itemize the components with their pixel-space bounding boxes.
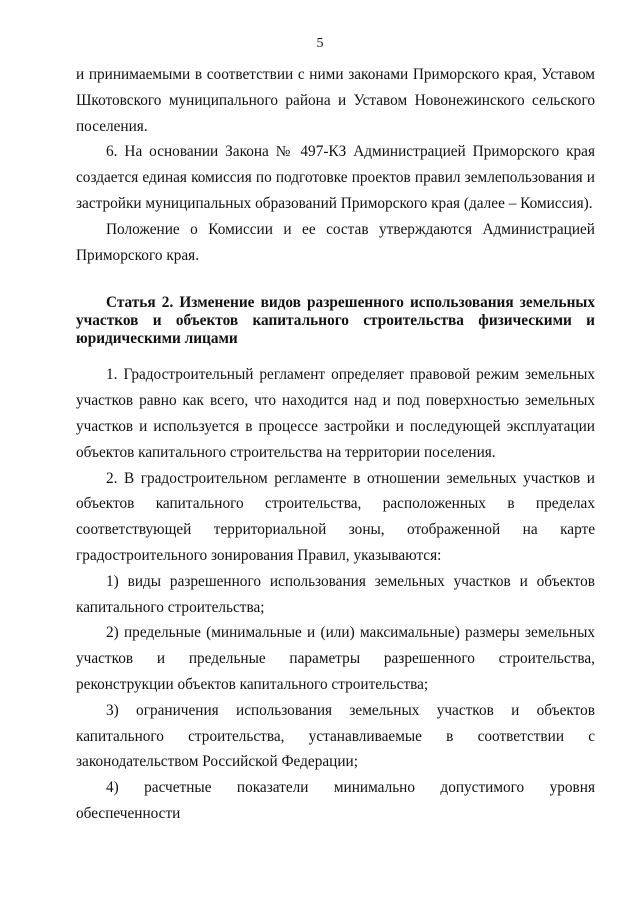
paragraph-continuation: и принимаемыми в соответствии с ними законами Приморского края, Уставом Шкотовского муниципального района и Уставом Новонежинского сельского поселения. [76,66,595,135]
paragraph-commission-statute: Положение о Комиссии и ее состав утверждаются Администрацией Приморского края. [76,220,595,264]
list-item-1: 1) виды разрешенного использования земельных участков и объектов капитального строительства; [76,572,595,616]
page-number: 5 [316,36,324,51]
article-heading: Статья 2. Изменение видов разрешенного использования земельных участков и объектов капитального строительства физическими и юридическими лицами [76,294,595,348]
paragraph-item-1: 1. Градостроительный регламент определяет правовой режим земельных участков равно как всего, что находится над и под поверхностью земельных участков и используется в процессе застройки и последующей эксплуатации объектов капитального строительства на территории поселения. [76,366,595,461]
list-item-3: 3) ограничения использования земельных участков и объектов капитального строительства, устанавливаемые в соответствии с законодательством Российской Федерации; [76,701,595,771]
paragraph-item-6: 6. На основании Закона № 497-КЗ Администрацией Приморского края создается единая комиссия по подготовке проектов правил землепользования и застройки муниципальных образований Приморского края (далее – Комиссия). [76,143,595,212]
list-item-4: 4) расчетные показатели минимально допустимого уровня обеспеченности [76,779,595,822]
list-item-2: 2) предельные (минимальные и (или) максимальные) размеры земельных участков и предельные параметры разрешенного строительства, реконструкции объектов капитального строительства; [76,624,595,693]
paragraph-item-2: 2. В градостроительном регламенте в отношении земельных участков и объектов капитального строительства, расположенных в пределах соответствующей территориальной зоны, отображенной на карте градостроительного зонирования Правил, указываются: [76,469,595,564]
document-body [76,62,595,827]
